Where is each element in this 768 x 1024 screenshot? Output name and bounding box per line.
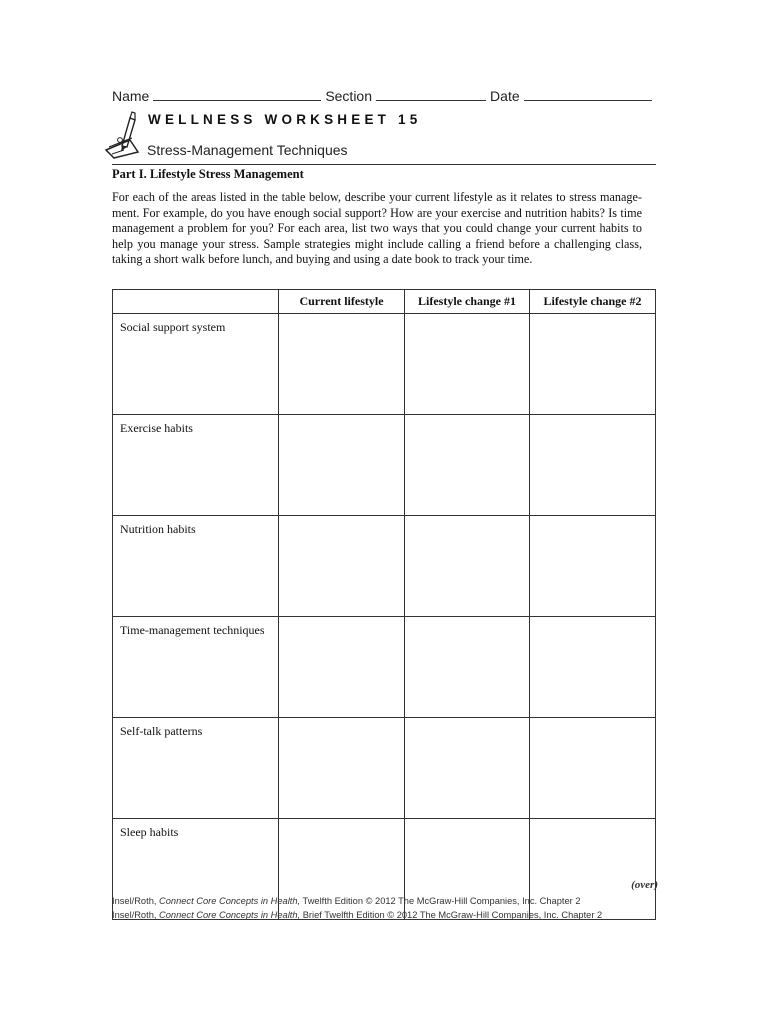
column-header-change-1: Lifestyle change #1 bbox=[405, 290, 530, 314]
book-title: Connect Core Concepts in Health, bbox=[159, 910, 301, 920]
credit-line bbox=[112, 910, 602, 920]
worksheet-title: WELLNESS WORKSHEET 15 bbox=[148, 112, 422, 127]
entry-cell[interactable] bbox=[279, 415, 405, 516]
credit-suffix: Twelfth Edition © 2012 The McGraw-Hill Companies, Inc. Chapter 2 bbox=[300, 896, 581, 906]
table-row bbox=[113, 617, 656, 718]
table-header-row bbox=[113, 290, 656, 314]
entry-cell[interactable] bbox=[530, 314, 656, 415]
entry-cell[interactable] bbox=[530, 516, 656, 617]
date-field[interactable] bbox=[524, 87, 652, 101]
entry-cell[interactable] bbox=[405, 314, 530, 415]
credit-suffix: Brief Twelfth Edition © 2012 The McGraw-Hill Companies, Inc. Chapter 2 bbox=[300, 910, 603, 920]
name-label: Name bbox=[112, 88, 150, 104]
row-label: Nutrition habits bbox=[113, 516, 279, 617]
entry-cell[interactable] bbox=[405, 516, 530, 617]
entry-cell[interactable] bbox=[279, 617, 405, 718]
table-row bbox=[113, 415, 656, 516]
entry-cell[interactable] bbox=[405, 617, 530, 718]
row-label: Self-talk patterns bbox=[113, 718, 279, 819]
header-fields bbox=[112, 87, 656, 104]
entry-cell[interactable] bbox=[279, 516, 405, 617]
column-header-change-2: Lifestyle change #2 bbox=[530, 290, 656, 314]
entry-cell[interactable] bbox=[405, 718, 530, 819]
date-label: Date bbox=[490, 88, 520, 104]
title-divider bbox=[112, 164, 656, 165]
table-row bbox=[113, 718, 656, 819]
book-title: Connect Core Concepts in Health, bbox=[159, 896, 301, 906]
row-label: Time-management techniques bbox=[113, 617, 279, 718]
entry-cell[interactable] bbox=[530, 415, 656, 516]
entry-cell[interactable] bbox=[530, 617, 656, 718]
instructions-paragraph: For each of the areas listed in the table below, describe your current lifestyle as it relates to stress manage-ment. For example, do you have enough social support? How are your exercise and nutrition habits? Is time management a problem for you? For each area, list two ways that you could change your current habits to help you manage your stress. Sample strategies might include calling a friend before a challenging class, taking a short walk before lunch, and buying and using a date book to track your time. bbox=[112, 190, 642, 267]
entry-cell[interactable] bbox=[279, 314, 405, 415]
table-row bbox=[113, 516, 656, 617]
row-label: Social support system bbox=[113, 314, 279, 415]
row-label: Sleep habits bbox=[113, 819, 279, 920]
section-label: Section bbox=[325, 88, 373, 104]
worksheet-subtitle: Stress-Management Techniques bbox=[147, 142, 348, 158]
over-note: (over) bbox=[631, 879, 658, 891]
table-row bbox=[113, 314, 656, 415]
row-label: Exercise habits bbox=[113, 415, 279, 516]
column-header-current-lifestyle: Current lifestyle bbox=[279, 290, 405, 314]
part-heading: Part I. Lifestyle Stress Management bbox=[112, 167, 304, 181]
name-field[interactable] bbox=[153, 87, 321, 101]
column-header-area bbox=[113, 290, 279, 314]
entry-cell[interactable] bbox=[405, 415, 530, 516]
lifestyle-table bbox=[112, 289, 656, 920]
credit-line bbox=[112, 896, 581, 906]
credit-prefix: Insel/Roth, bbox=[112, 910, 160, 920]
entry-cell[interactable] bbox=[530, 718, 656, 819]
section-field[interactable] bbox=[376, 87, 486, 101]
credit-prefix: Insel/Roth, bbox=[112, 896, 160, 906]
pen-and-paper-icon bbox=[102, 110, 142, 160]
entry-cell[interactable] bbox=[279, 718, 405, 819]
